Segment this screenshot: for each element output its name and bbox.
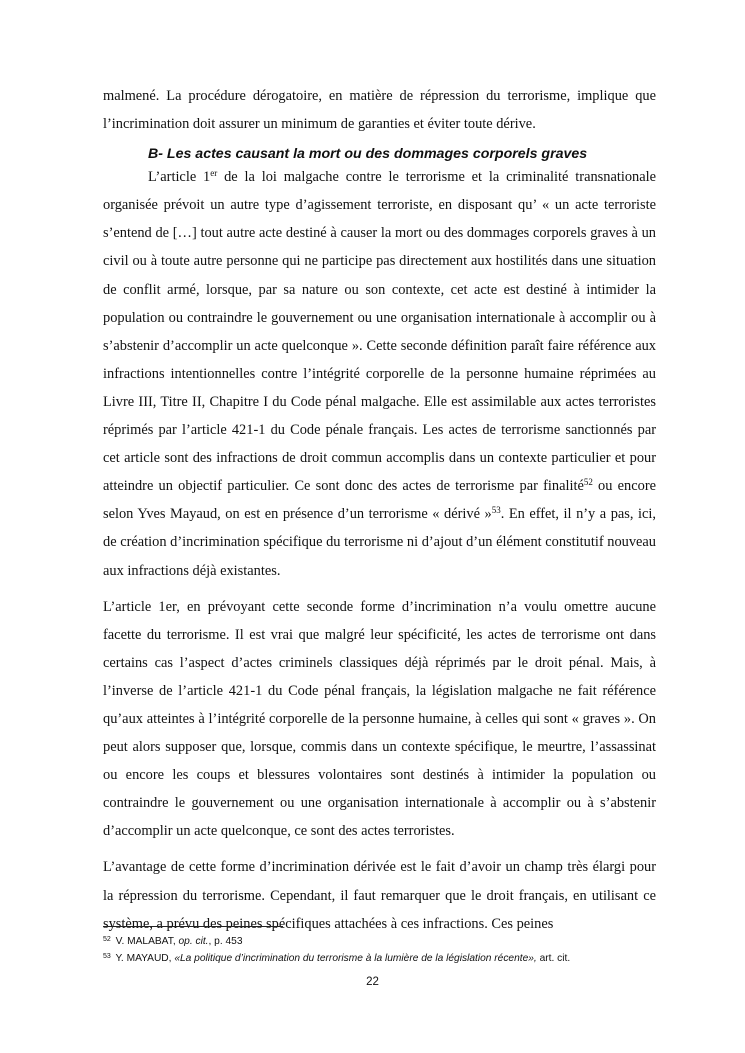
paragraph-advantage: L’avantage de cette forme d’incrimination dérivée est le fait d’avoir un champ très élargi pour la répression du terrorisme. Cependant, il faut remarquer que le droit français, en utilisant ce système, a prévu des peines spécifiques attachées à ces infractions. Ces peines (103, 859, 656, 932)
page-body (103, 82, 656, 938)
paragraph-intro: malmené. La procédure dérogatoire, en matière de répression du terrorisme, implique que l’incrimination doit assurer un minimum de garanties et éviter toute dérive. (103, 88, 656, 133)
section-heading: B- Les actes causant la mort ou des dommages corporels graves (148, 146, 588, 163)
footnote-52: $^{52}$ V. MALABAT, op. cit., p. 453 (103, 936, 243, 947)
footnote-53: $^{53}$ Y. MAYAUD, «La politique d’incrimination du terrorisme à la lumière de la législation récente», art. cit. (103, 953, 571, 964)
paragraph-second-form: L’article 1er, en prévoyant cette seconde forme d’incrimination n’a voulu omettre aucune facette du terrorisme. Il est vrai que malgré leur spécificité, les actes de terrorisme ont dans certains cas l’aspect d’actes criminels classiques déjà réprimés par le droit pénal. Mais, à l’inverse de l’article 421-1 du Code pénal français, la législation malgache ne fait référence qu’aux atteintes à l’intégrité corporelle de la personne humaine, à celles qui sont « graves ». On peut alors supposer que, lorsque, commis dans un contexte spécifique, le meurtre, l’assassinat ou encore les coups et blessures volontaires sont destinés à intimider la population ou contraindre le gouvernement ou une organisation internationale à accomplir ou à s’abstenir d’accomplir un acte quelconque, ce sont des actes terroristes. (103, 598, 656, 840)
footnote-ref-53: 53 (491, 505, 501, 516)
superscript-er: er (210, 168, 218, 179)
paragraph-article-1: L’article 1er de la loi malgache contre le terrorisme et la criminalité transnationale organisée prévoit un autre type d’agissement terroriste, en disposant qu’ « un acte terroriste s’entend de […] tout autre acte destiné à causer la mort ou des dommages corporels graves à un civil ou à toute autre personne qui ne participe pas directement aux hostilités dans une situation de conflit armé, lorsque, par sa nature ou son contexte, cet acte est destiné à intimider la population ou contraindre le gouvernement ou une organisation internationale à accomplir ou à s’abstenir d’accomplir un acte quelconque ». Cette seconde définition paraît faire référence aux infractions intentionnelles contre l’intégrité corporelle de la personne humaine réprimées au Livre III, Titre II, Chapitre I du Code pénal malgache. Elle est assimilable aux actes terroristes réprimés par l’article 421-1 du Code pénale français. Les actes de terrorisme sanctionnés par cet article sont des infractions de droit commun accomplis dans un contexte particulier et pour atteindre un objectif particulier. Ce sont donc des actes de terrorisme par finalité$^{52}$ ou encore selon Yves Mayaud, on est en présence d’un terrorisme « dérivé »$^{53}$. En effet, il n’y a pas, ici, de création d’incrimination spécifique du terrorisme ni d’ajout d’un élément constitutif nouveau aux infractions déjà existantes. (103, 168, 656, 579)
footnote-separator (103, 926, 283, 927)
page-number: 22 (366, 976, 379, 988)
footnotes (103, 933, 663, 967)
footnote-ref-52: 52 (583, 477, 593, 488)
